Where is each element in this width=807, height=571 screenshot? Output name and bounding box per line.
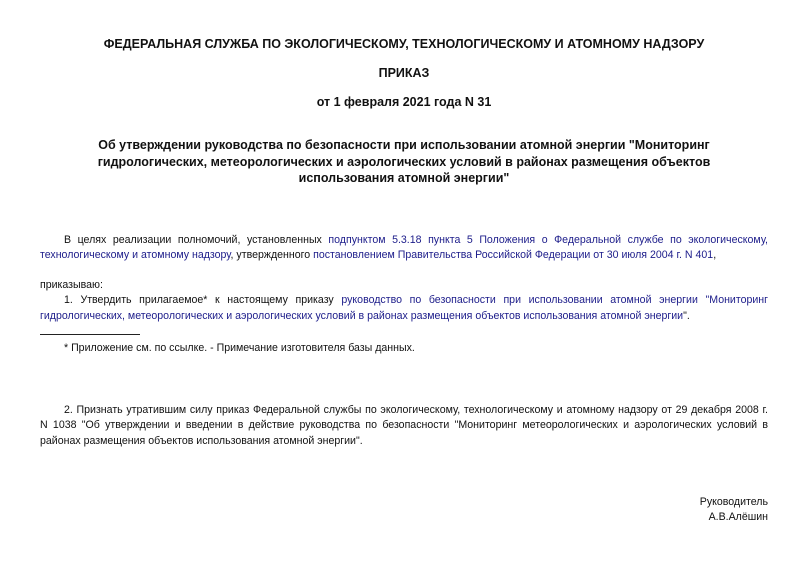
text: , — [713, 249, 717, 261]
paragraph-line: 2. Признать утратившим силу приказ Федеральной службы по экологическому, технологическому и атомному надзору от 29 декабря 2008 г. — [64, 404, 768, 416]
text: В целях реализации полномочий, установленных — [64, 234, 329, 246]
paragraph-line: районах размещения объектов использования атомной энергии". — [40, 435, 363, 447]
link-regulation[interactable]: технологическому и атомному надзору — [40, 249, 231, 261]
order-word: приказываю: — [40, 279, 103, 291]
link-guide[interactable]: руководство по безопасности при использовании атомной энергии "Мониторинг — [341, 294, 768, 306]
signature-name: А.В.Алёшин — [708, 511, 768, 523]
paragraph-line — [40, 248, 768, 262]
subject-line: гидрологических, метеорологических и аэрологических условий в районах размещения объектов — [97, 155, 711, 169]
doc-type: ПРИКАЗ — [378, 66, 430, 80]
doc-date: от 1 февраля 2021 года N 31 — [316, 95, 492, 109]
subject-line: использования атомной энергии" — [298, 171, 510, 185]
footnote: * Приложение см. по ссылке. - Примечание изготовителя базы данных. — [64, 342, 415, 354]
text: , утвержденного — [230, 249, 314, 261]
subject-line: Об утверждении руководства по безопасности при использовании атомной энергии "Мониторинг — [98, 138, 710, 152]
paragraph-line — [40, 309, 768, 323]
agency-title: ФЕДЕРАЛЬНАЯ СЛУЖБА ПО ЭКОЛОГИЧЕСКОМУ, ТЕХНОЛОГИЧЕСКОМУ И АТОМНОМУ НАДЗОРУ — [103, 37, 705, 51]
link-subclause[interactable]: подпунктом 5.3.18 пункта 5 Положения о Федеральной службе по экологическому, — [328, 234, 768, 246]
text: 1. Утвердить прилагаемое* к настоящему приказу — [64, 294, 342, 306]
link-guide-cont[interactable]: гидрологических, метеорологических и аэрологических условий в районах размещения объектов использования атомной энергии — [40, 310, 684, 322]
signature-title: Руководитель — [699, 496, 768, 508]
footnote-divider — [40, 334, 140, 335]
text: ". — [683, 310, 690, 322]
link-government-decree[interactable]: постановлением Правительства Российской Федерации от 30 июля 2004 г. N 401 — [313, 249, 714, 261]
paragraph-line — [64, 293, 768, 307]
paragraph-line: N 1038 "Об утверждении и введении в действие руководства по безопасности "Мониторинг метеорологических и аэрологических условий в — [40, 419, 768, 431]
paragraph-line — [64, 233, 768, 247]
